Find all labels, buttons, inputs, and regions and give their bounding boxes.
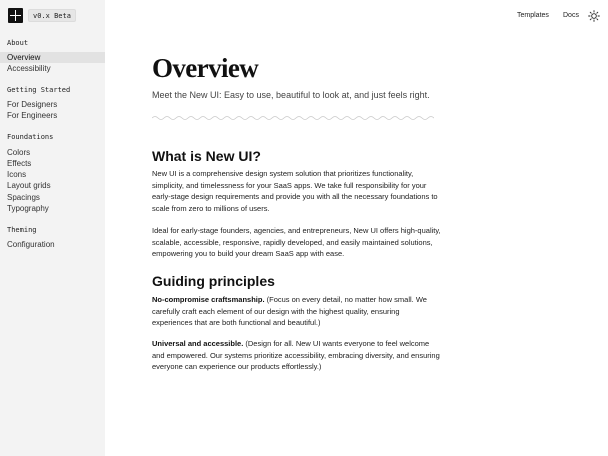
sidebar-item-typography[interactable]: Typography [7, 204, 49, 213]
page-title: Overview [152, 53, 259, 83]
wave-divider [152, 114, 434, 122]
page-subtitle: Meet the New UI: Easy to use, beautiful to look at, and just feels right. [152, 90, 430, 100]
principle-accessible [152, 338, 442, 373]
sidebar-item-for-designers[interactable]: For Designers [7, 100, 58, 109]
sidebar-item-colors[interactable]: Colors [7, 148, 31, 157]
principle-body: (Focus on every detail, no matter how small. We carefully craft each element of our design with the highest quality, ensuring experiences that are both functional and beautiful.) [152, 295, 427, 328]
sidebar-item-layout-grids[interactable]: Layout grids [7, 181, 51, 190]
principle-craftsmanship [152, 294, 442, 329]
nav-heading-theming: Theming [7, 226, 37, 234]
version-badge: v0.x Beta [28, 9, 76, 22]
paragraph-intro: New UI is a comprehensive design system solution that prioritizes functionality, simplicity, and timelessness for your SaaS apps. We take full responsibility for your early-stage design requirements and provide you with all the necessary foundations to scale from zero to millions of users. [152, 169, 438, 213]
principle-body: (Design for all. New UI wants everyone to feel welcome and empowered. Our systems prioritize accessibility, embracing diversity, and ensuring everyone can experience our products effortlessly.) [152, 339, 440, 372]
section-heading-what-is: What is New UI? [152, 148, 261, 164]
sun-icon[interactable] [588, 10, 600, 22]
sidebar-item-overview[interactable]: Overview [0, 52, 105, 63]
sidebar-item-for-engineers[interactable]: For Engineers [7, 111, 58, 120]
nav-heading-foundations: Foundations [7, 133, 54, 141]
section-heading-guiding-principles: Guiding principles [152, 273, 275, 289]
nav-heading-about: About [7, 39, 29, 47]
plus-logo-icon[interactable] [8, 8, 23, 23]
principle-title: No-compromise craftsmanship. [152, 295, 265, 304]
sidebar-item-spacings[interactable]: Spacings [7, 193, 40, 202]
templates-link[interactable]: Templates [517, 12, 549, 19]
principle-title: Universal and accessible. [152, 339, 244, 348]
sidebar-item-configuration[interactable]: Configuration [7, 240, 55, 249]
sidebar [0, 0, 105, 456]
nav-heading-getting-started: Getting Started [7, 86, 71, 94]
sidebar-item-accessibility[interactable]: Accessibility [7, 64, 51, 73]
paragraph-ideal-for: Ideal for early-stage founders, agencies, and entrepreneurs, New UI offers high-quality, scalable, accessible, responsive, rapidly developed, and easily maintained solutions, empowering you to build your dream SaaS app with ease. [152, 226, 441, 259]
docs-link[interactable]: Docs [563, 12, 579, 19]
sidebar-item-effects[interactable]: Effects [7, 159, 32, 168]
sidebar-item-icons[interactable]: Icons [7, 170, 27, 179]
